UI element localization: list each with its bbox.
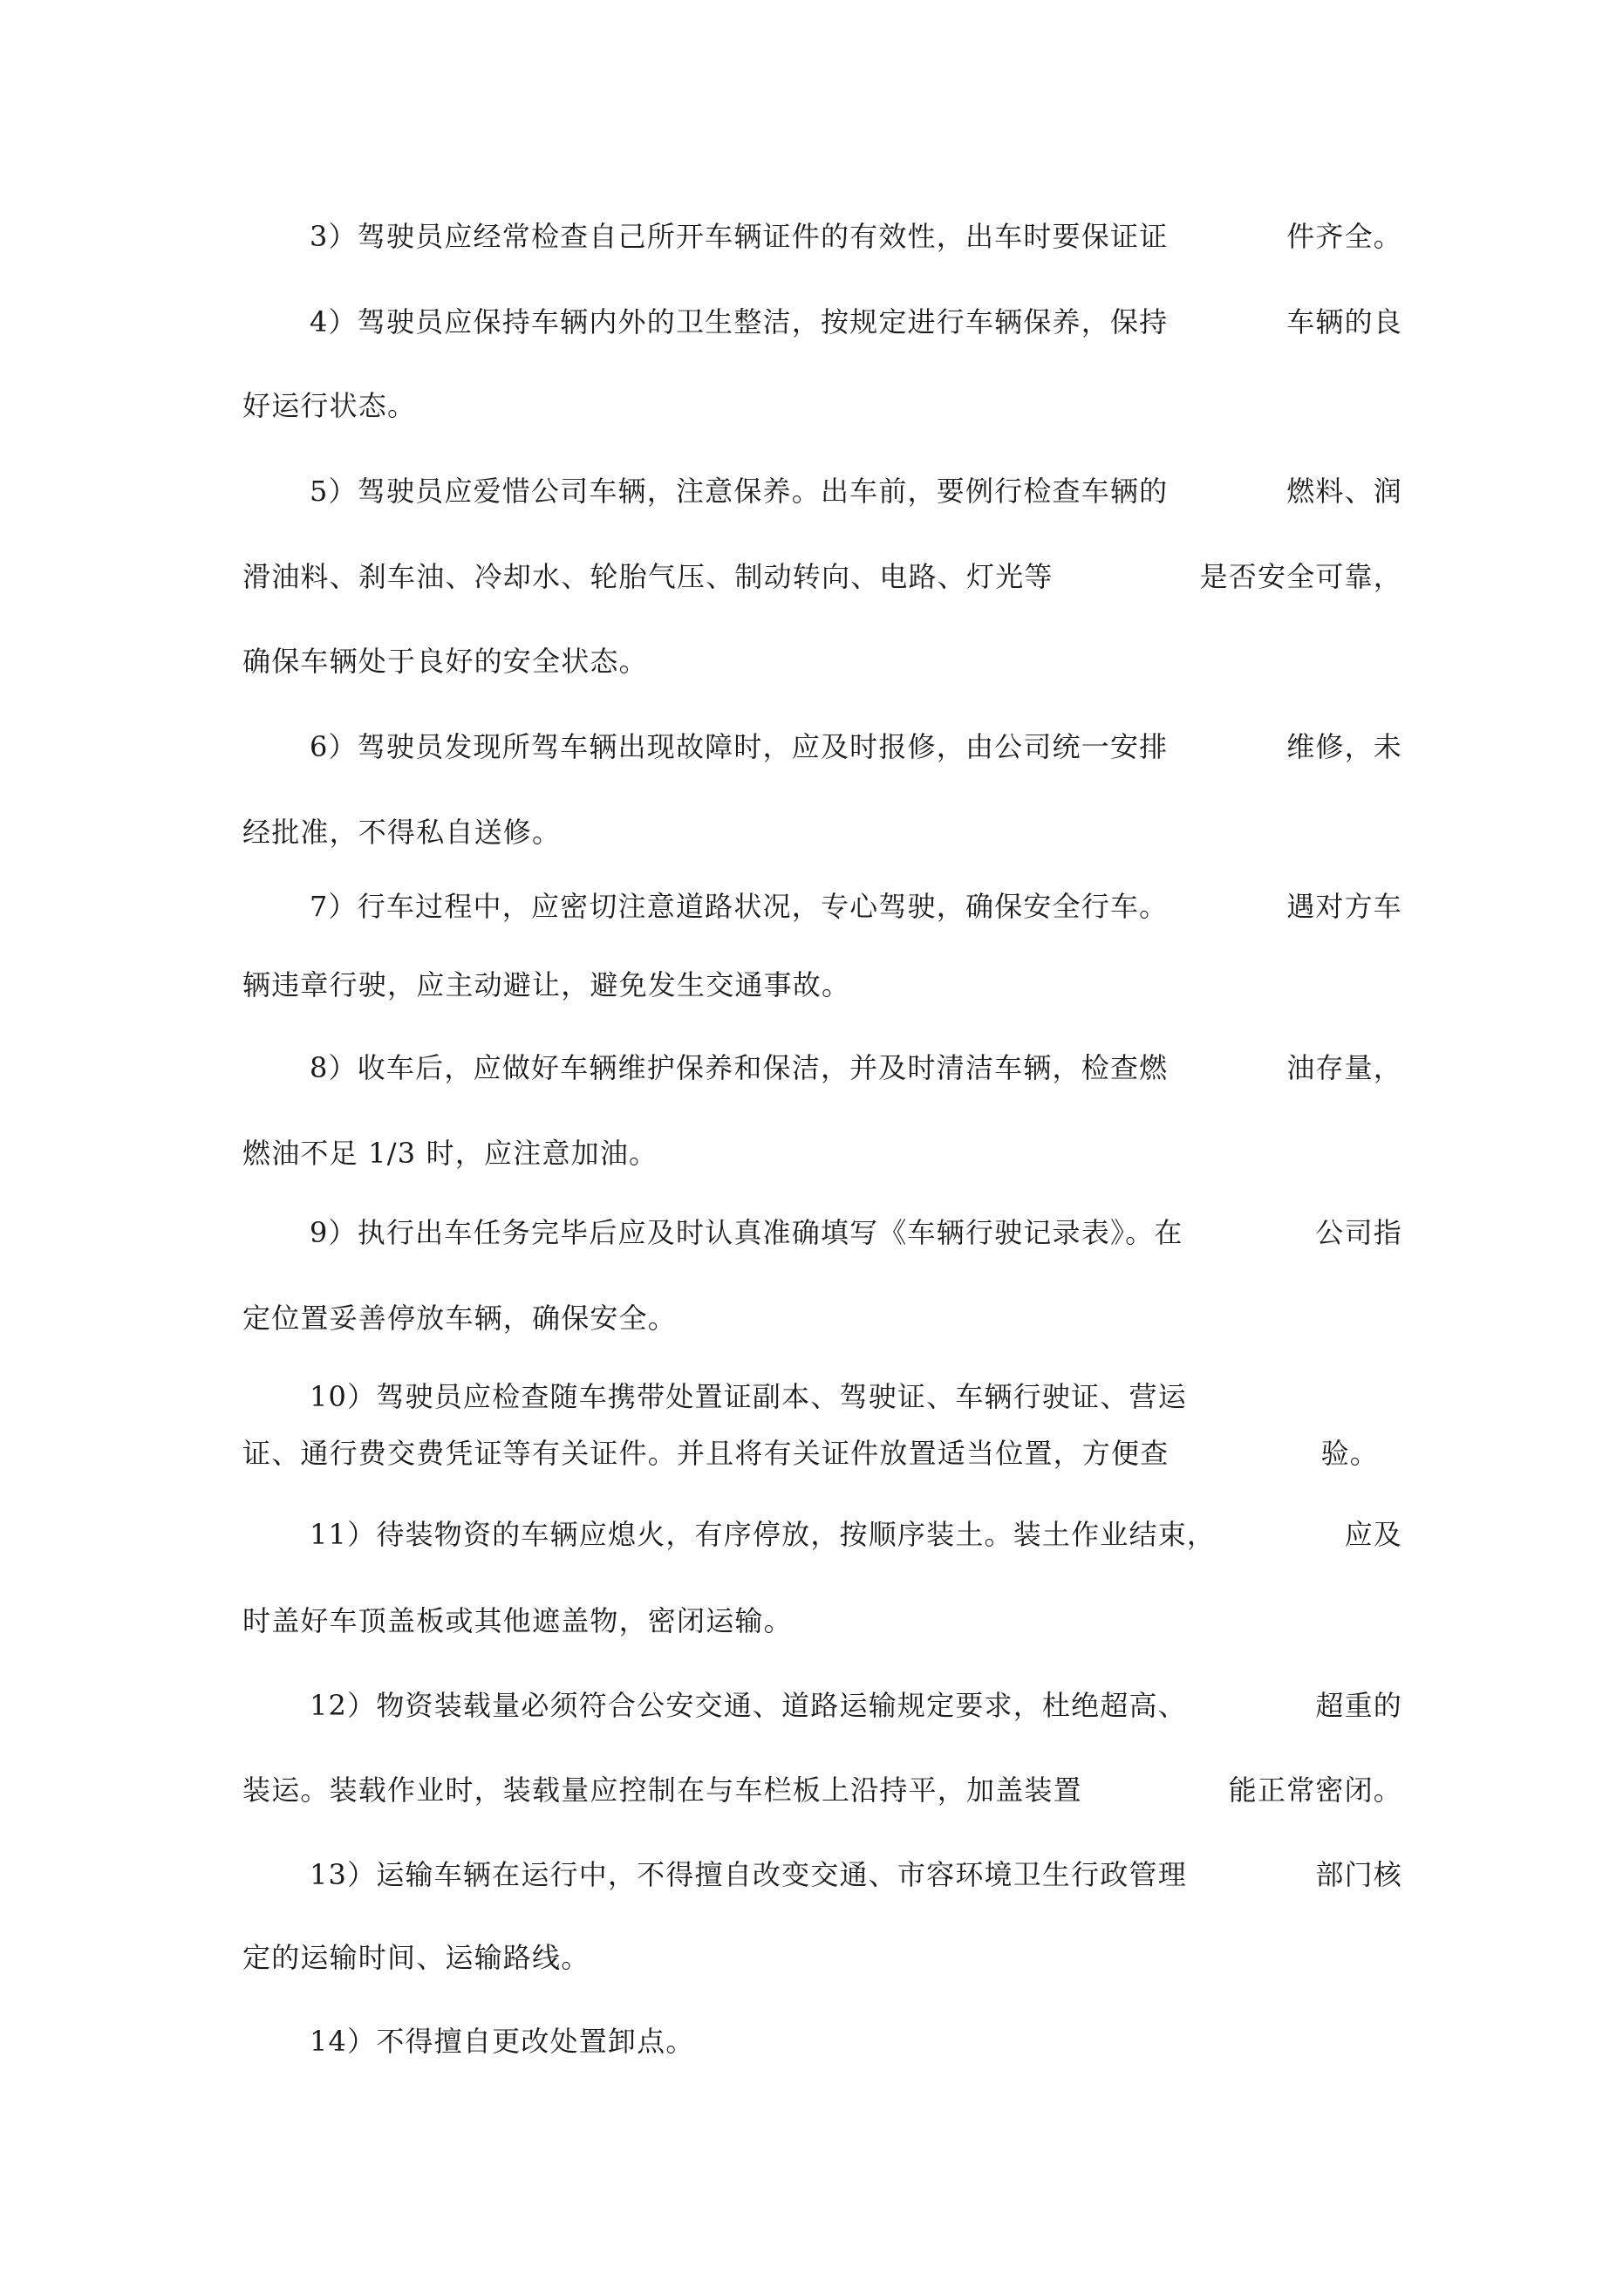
text-segment: 公司指 [1315, 1216, 1402, 1249]
text-segment: 定位置妥善停放车辆，确保安全。 [242, 1302, 678, 1335]
paragraph-8-line-2 [242, 1137, 658, 1170]
text-segment: 部门核 [1315, 1858, 1402, 1891]
text-segment: 时盖好车顶盖板或其他遮盖物，密闭运输。 [242, 1604, 793, 1637]
text-segment: 车辆的良 [1286, 305, 1402, 338]
text-segment: 5）驾驶员应爱惜公司车辆，注意保养。出车前，要例行检查车辆的 [310, 475, 1169, 508]
paragraph-11-line-2 [242, 1604, 793, 1637]
paragraph-4-line-1 [310, 305, 1402, 338]
text-segment: 7）行车过程中，应密切注意道路状况，专心驾驶，确保安全行车。 [310, 890, 1169, 923]
paragraph-7-line-2 [242, 968, 851, 1001]
paragraph-9-line-2 [242, 1302, 678, 1335]
paragraph-5-line-1 [310, 475, 1402, 508]
text-segment: 是否安全可靠， [1199, 560, 1402, 593]
text-segment: 经批准，不得私自送修。 [242, 816, 562, 849]
text-segment: 好运行状态。 [242, 389, 417, 422]
paragraph-6-line-2 [242, 816, 562, 849]
text-segment: 应及 [1344, 1518, 1402, 1551]
text-segment: 4）驾驶员应保持车辆内外的卫生整洁，按规定进行车辆保养，保持 [310, 305, 1169, 338]
paragraph-7-line-1 [310, 890, 1402, 923]
text-segment: 燃料、润 [1286, 475, 1402, 508]
text-segment: 14）不得擅自更改处置卸点。 [310, 2025, 695, 2058]
text-segment: 12）物资装载量必须符合公安交通、道路运输规定要求，杜绝超高、 [310, 1689, 1187, 1722]
paragraph-10-line-2 [242, 1437, 1379, 1470]
paragraph-13-line-2 [242, 1941, 590, 1974]
paragraph-13-line-1 [310, 1858, 1402, 1891]
text-segment: 确保车辆处于良好的安全状态。 [242, 645, 648, 678]
paragraph-12-line-2 [242, 1773, 1402, 1807]
text-segment: 维修，未 [1286, 730, 1402, 763]
paragraph-5-line-2 [242, 560, 1402, 593]
text-segment: 油存量， [1286, 1051, 1402, 1084]
paragraph-6-line-1 [310, 730, 1402, 763]
text-segment: 11）待装物资的车辆应熄火，有序停放，按顺序装土。装土作业结束， [310, 1518, 1217, 1551]
text-segment: 能正常密闭。 [1228, 1773, 1402, 1807]
text-segment: 验。 [1320, 1437, 1379, 1470]
paragraph-4-line-2 [242, 389, 417, 422]
paragraph-5-line-3 [242, 645, 648, 678]
paragraph-12-line-1 [310, 1689, 1402, 1722]
paragraph-10-line-1 [310, 1380, 1187, 1413]
text-segment: 证、通行费交费凭证等有关证件。并且将有关证件放置适当位置，方便查 [242, 1437, 1170, 1470]
paragraph-9-line-1 [310, 1216, 1402, 1249]
text-segment: 滑油料、刹车油、冷却水、轮胎气压、制动转向、电路、灯光等 [242, 560, 1054, 593]
text-segment: 件齐全。 [1286, 220, 1402, 253]
text-segment: 10）驾驶员应检查随车携带处置证副本、驾驶证、车辆行驶证、营运 [310, 1380, 1187, 1413]
text-segment: 定的运输时间、运输路线。 [242, 1941, 590, 1974]
paragraph-14-line-1 [310, 2025, 695, 2058]
text-segment: 6）驾驶员发现所驾车辆出现故障时，应及时报修，由公司统一安排 [310, 730, 1169, 763]
text-segment: 辆违章行驶，应主动避让，避免发生交通事故。 [242, 968, 851, 1001]
text-segment: 遇对方车 [1286, 890, 1402, 923]
text-segment: 13）运输车辆在运行中，不得擅自改变交通、市容环境卫生行政管理 [310, 1858, 1187, 1891]
text-segment: 8）收车后，应做好车辆维护保养和保洁，并及时清洁车辆，检查燃 [310, 1051, 1169, 1084]
paragraph-8-line-1 [310, 1051, 1402, 1084]
text-segment: 燃油不足 1/3 时，应注意加油。 [242, 1137, 658, 1170]
paragraph-11-line-1 [310, 1518, 1402, 1551]
text-segment: 装运。装载作业时，装载量应控制在与车栏板上沿持平，加盖装置 [242, 1773, 1082, 1807]
text-segment: 3）驾驶员应经常检查自己所开车辆证件的有效性，出车时要保证证 [310, 220, 1169, 253]
text-segment: 超重的 [1315, 1689, 1402, 1722]
paragraph-3-line-1 [310, 220, 1402, 253]
text-segment: 9）执行出车任务完毕后应及时认真准确填写《车辆行驶记录表》。在 [310, 1216, 1183, 1249]
